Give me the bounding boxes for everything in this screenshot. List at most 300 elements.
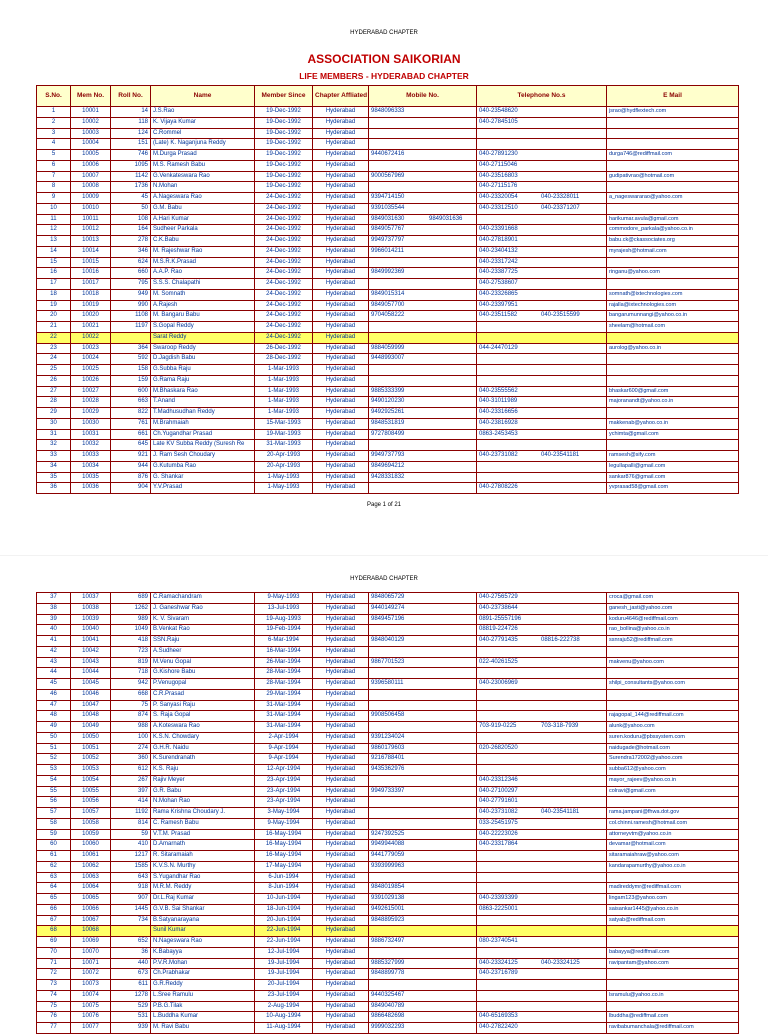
cell-mobile xyxy=(369,1012,477,1023)
cell-telephone-primary: 040-27845105 xyxy=(479,118,518,125)
cell-name: Sudheer Parkala xyxy=(151,225,255,236)
cell-mem-no: 10036 xyxy=(71,483,111,494)
cell-email-link[interactable]: ringanu@yahoo.com xyxy=(607,268,739,279)
table-row xyxy=(37,754,739,765)
cell-sno: 15 xyxy=(37,257,71,268)
cell-email-link[interactable]: colravi@gmail.com xyxy=(607,786,739,797)
cell-mobile-primary: 9440149274 xyxy=(371,604,405,611)
cell-name: A.Hari Kumar xyxy=(151,214,255,225)
cell-name: B.Satyanarayana xyxy=(151,915,255,926)
cell-telephone xyxy=(477,636,607,647)
cell-name: K.V.S.N. Murthy xyxy=(151,861,255,872)
cell-email-link[interactable]: naidugade@hotmail.com xyxy=(607,743,739,754)
table-row xyxy=(37,408,739,419)
cell-telephone xyxy=(477,646,607,657)
col-header-mem-no: Mem No. xyxy=(71,86,111,107)
cell-roll-no: 592 xyxy=(111,354,151,365)
cell-member-since: 19-Mar-1993 xyxy=(255,429,313,440)
cell-telephone xyxy=(477,193,607,204)
cell-chapter: Hyderabad xyxy=(313,128,369,139)
cell-mobile xyxy=(369,657,477,668)
cell-name: P. Sanyasi Raju xyxy=(151,700,255,711)
cell-mobile-primary: 9949737797 xyxy=(371,237,405,244)
cell-chapter: Hyderabad xyxy=(313,268,369,279)
col-header-mobile: Mobile No. xyxy=(369,86,477,107)
cell-mem-no: 10016 xyxy=(71,268,111,279)
cell-chapter: Hyderabad xyxy=(313,214,369,225)
cell-member-since: 19-Dec-1992 xyxy=(255,160,313,171)
cell-roll-no: 364 xyxy=(111,343,151,354)
cell-email-link[interactable]: ssnraju52@rediffmail.com xyxy=(607,636,739,647)
cell-mobile xyxy=(369,958,477,969)
cell-mem-no: 10025 xyxy=(71,365,111,376)
cell-telephone xyxy=(477,614,607,625)
table-row xyxy=(37,593,739,604)
cell-name: A.Rajesh xyxy=(151,300,255,311)
cell-mem-no: 10065 xyxy=(71,894,111,905)
cell-telephone xyxy=(477,107,607,118)
cell-member-since: 19-Dec-1992 xyxy=(255,171,313,182)
cell-email-link[interactable]: shilpi_consultants@yahoo.com xyxy=(607,679,739,690)
cell-roll-no: 939 xyxy=(111,1023,151,1034)
cell-member-since: 20-Apr-1993 xyxy=(255,461,313,472)
cell-email-link[interactable]: ravibabumanchala@rediffmail.com xyxy=(607,1023,739,1034)
cell-email xyxy=(607,408,739,419)
cell-sno: 9 xyxy=(37,193,71,204)
cell-chapter: Hyderabad xyxy=(313,322,369,333)
cell-email xyxy=(607,1001,739,1012)
cell-chapter: Hyderabad xyxy=(313,872,369,883)
cell-sno: 10 xyxy=(37,203,71,214)
cell-email-link[interactable]: ravipantam@yahoo.com xyxy=(607,958,739,969)
cell-sno: 68 xyxy=(37,926,71,937)
cell-mem-no: 10066 xyxy=(71,904,111,915)
cell-telephone xyxy=(477,625,607,636)
cell-sno: 60 xyxy=(37,840,71,851)
cell-roll-no: 876 xyxy=(111,472,151,483)
cell-roll-no: 611 xyxy=(111,980,151,991)
cell-email xyxy=(607,797,739,808)
cell-telephone xyxy=(477,872,607,883)
cell-telephone-secondary: 703-318-7939 xyxy=(541,723,579,730)
cell-email-link[interactable]: sitaramaiahraw@yahoo.com xyxy=(607,851,739,862)
cell-mem-no: 10014 xyxy=(71,246,111,257)
cell-name: K.Babayya xyxy=(151,947,255,958)
cell-sno: 8 xyxy=(37,182,71,193)
cell-telephone-primary: 040-27565729 xyxy=(479,594,518,601)
cell-telephone-primary: 040-22223026 xyxy=(479,830,518,837)
cell-sno: 1 xyxy=(37,107,71,118)
cell-mobile xyxy=(369,625,477,636)
cell-telephone xyxy=(477,150,607,161)
cell-email-link[interactable]: makkenab@yahoo.co.in xyxy=(607,418,739,429)
cell-email-link[interactable]: lsramulu@yahoo.co.in xyxy=(607,990,739,1001)
cell-roll-no: 397 xyxy=(111,786,151,797)
cell-mem-no: 10064 xyxy=(71,883,111,894)
cell-mem-no: 10061 xyxy=(71,851,111,862)
cell-member-since: 20-Apr-1993 xyxy=(255,451,313,462)
cell-email-link[interactable]: durga746@rediffmail.com xyxy=(607,150,739,161)
cell-mobile xyxy=(369,765,477,776)
cell-mem-no: 10035 xyxy=(71,472,111,483)
cell-roll-no: 689 xyxy=(111,593,151,604)
cell-roll-no: 624 xyxy=(111,257,151,268)
cell-mobile xyxy=(369,679,477,690)
cell-chapter: Hyderabad xyxy=(313,451,369,462)
cell-mobile-primary: 9848096333 xyxy=(371,108,405,115)
cell-email-link[interactable]: devamar@hotmail.com xyxy=(607,840,739,851)
cell-email-link[interactable]: saisankar1445@yahoo.co.in xyxy=(607,904,739,915)
cell-member-since: 16-May-1994 xyxy=(255,829,313,840)
cell-name: R. Sitaramaiah xyxy=(151,851,255,862)
cell-roll-no: 529 xyxy=(111,1001,151,1012)
cell-chapter: Hyderabad xyxy=(313,937,369,948)
cell-telephone xyxy=(477,937,607,948)
table-row xyxy=(37,472,739,483)
cell-email-link[interactable]: rajagopal_144@rediffmail.com xyxy=(607,711,739,722)
cell-chapter: Hyderabad xyxy=(313,969,369,980)
cell-email-link[interactable]: Surendra172002@yahoo.com xyxy=(607,754,739,765)
cell-email-link[interactable]: rajalla@ixtechnologies.com xyxy=(607,300,739,311)
cell-mobile-primary: 9885333399 xyxy=(371,387,405,394)
cell-email-link[interactable]: bangarumunnangi@yahoo.co.in xyxy=(607,311,739,322)
cell-telephone-primary: 040-23738644 xyxy=(479,604,518,611)
cell-mobile xyxy=(369,354,477,365)
table-row xyxy=(37,894,739,905)
cell-email-link[interactable]: gudipativrao@hotmail.com xyxy=(607,171,739,182)
cell-mobile xyxy=(369,937,477,948)
cell-member-since: 24-Dec-1992 xyxy=(255,311,313,322)
col-header-email: E Mail xyxy=(607,86,739,107)
cell-email-link[interactable]: mayor_rajeev@yahoo.co.in xyxy=(607,775,739,786)
cell-mem-no: 10032 xyxy=(71,440,111,451)
cell-chapter: Hyderabad xyxy=(313,483,369,494)
cell-telephone xyxy=(477,1012,607,1023)
cell-sno: 62 xyxy=(37,861,71,872)
cell-chapter: Hyderabad xyxy=(313,625,369,636)
cell-chapter: Hyderabad xyxy=(313,440,369,451)
cell-mem-no: 10023 xyxy=(71,343,111,354)
cell-telephone-primary: 040-27808226 xyxy=(479,484,518,491)
cell-mem-no: 10068 xyxy=(71,926,111,937)
cell-telephone-primary: 040-23326865 xyxy=(479,290,518,297)
cell-member-since: 24-Dec-1992 xyxy=(255,236,313,247)
cell-chapter: Hyderabad xyxy=(313,990,369,1001)
cell-mobile xyxy=(369,840,477,851)
cell-telephone xyxy=(477,365,607,376)
cell-roll-no: 734 xyxy=(111,915,151,926)
cell-email-link[interactable]: croca@gmail.com xyxy=(607,593,739,604)
cell-email-link[interactable]: harikumar.avula@gmail.com xyxy=(607,214,739,225)
cell-mem-no: 10052 xyxy=(71,754,111,765)
cell-email xyxy=(607,440,739,451)
cell-email-link[interactable]: alunk@yahoo.com xyxy=(607,722,739,733)
cell-mem-no: 10019 xyxy=(71,300,111,311)
cell-member-since: 23-Apr-1994 xyxy=(255,797,313,808)
table-row xyxy=(37,225,739,236)
cell-telephone xyxy=(477,679,607,690)
cell-chapter: Hyderabad xyxy=(313,257,369,268)
cell-member-since: 24-Dec-1992 xyxy=(255,257,313,268)
cell-email-link[interactable]: myrajesh@hotmail.com xyxy=(607,246,739,257)
cell-mobile-primary: 9848531819 xyxy=(371,419,405,426)
cell-mem-no: 10004 xyxy=(71,139,111,150)
cell-member-since: 19-Dec-1992 xyxy=(255,182,313,193)
cell-chapter: Hyderabad xyxy=(313,904,369,915)
cell-mobile xyxy=(369,775,477,786)
cell-email-link[interactable]: babayya@rediffmail.com xyxy=(607,947,739,958)
cell-sno: 74 xyxy=(37,990,71,1001)
cell-email-link[interactable]: satyab@rediffmail.com xyxy=(607,915,739,926)
cell-member-since: 22-Jun-1994 xyxy=(255,926,313,937)
cell-mem-no: 10063 xyxy=(71,872,111,883)
cell-mobile xyxy=(369,408,477,419)
cell-telephone-primary: 080-23740541 xyxy=(479,938,518,945)
cell-telephone-primary: 040-27822420 xyxy=(479,1024,518,1031)
cell-name: K. Vijaya Kumar xyxy=(151,117,255,128)
cell-mem-no: 10072 xyxy=(71,969,111,980)
cell-telephone-primary: 033-25451975 xyxy=(479,819,518,826)
cell-mobile-primary: 9908506458 xyxy=(371,712,405,719)
table-row xyxy=(37,990,739,1001)
cell-mobile xyxy=(369,797,477,808)
cell-telephone-primary: 040-23387725 xyxy=(479,269,518,276)
cell-mobile-primary: 9000567969 xyxy=(371,172,405,179)
table-row xyxy=(37,1001,739,1012)
cell-telephone xyxy=(477,861,607,872)
cell-mem-no: 10029 xyxy=(71,408,111,419)
cell-name: S.S.S. Chalapathi xyxy=(151,279,255,290)
cell-mobile-primary: 9999032293 xyxy=(371,1024,405,1031)
cell-email-link[interactable]: ramsesh@sify.com xyxy=(607,451,739,462)
cell-email-link[interactable]: col.chinni.ramesh@hotmail.com xyxy=(607,818,739,829)
cell-name: C. Ramesh Babu xyxy=(151,818,255,829)
cell-telephone-primary: 040-23316656 xyxy=(479,409,518,416)
cell-email-link[interactable]: lingam123@yahoo.com xyxy=(607,894,739,905)
cell-telephone xyxy=(477,397,607,408)
cell-mem-no: 10074 xyxy=(71,990,111,1001)
cell-mobile xyxy=(369,332,477,343)
cell-roll-no: 652 xyxy=(111,937,151,948)
cell-telephone-primary: 020-26820520 xyxy=(479,744,518,751)
table-row xyxy=(37,343,739,354)
cell-sno: 40 xyxy=(37,625,71,636)
cell-email-link[interactable]: babu.ck@ckassociates.org xyxy=(607,236,739,247)
cell-email-link[interactable]: madireddymr@rediffmail.com xyxy=(607,883,739,894)
table-row xyxy=(37,775,739,786)
cell-chapter: Hyderabad xyxy=(313,408,369,419)
cell-chapter: Hyderabad xyxy=(313,775,369,786)
cell-sno: 25 xyxy=(37,365,71,376)
cell-mem-no: 10048 xyxy=(71,711,111,722)
cell-sno: 36 xyxy=(37,483,71,494)
table-row xyxy=(37,743,739,754)
cell-name: A.Koteswara Rao xyxy=(151,722,255,733)
cell-mem-no: 10034 xyxy=(71,461,111,472)
cell-member-since: 12-Apr-1994 xyxy=(255,765,313,776)
table-row xyxy=(37,418,739,429)
cell-name: V.T.M. Prasad xyxy=(151,829,255,840)
cell-sno: 17 xyxy=(37,279,71,290)
cell-email xyxy=(607,872,739,883)
cell-roll-no: 942 xyxy=(111,679,151,690)
page-footer: Page 1 of 21 xyxy=(366,502,402,508)
cell-roll-no: 100 xyxy=(111,732,151,743)
cell-mobile-primary: 9867701523 xyxy=(371,658,405,665)
cell-telephone xyxy=(477,386,607,397)
cell-email-link[interactable]: a_nageswararao@yahoo.com xyxy=(607,193,739,204)
cell-name: S. Raja Gopal xyxy=(151,711,255,722)
cell-name: D.Amarnath xyxy=(151,840,255,851)
cell-member-since: 24-Dec-1992 xyxy=(255,214,313,225)
cell-telephone-primary: 0863-2225001 xyxy=(479,905,518,912)
cell-email-link[interactable]: jsrao@hydflextech.com xyxy=(607,107,739,118)
cell-sno: 18 xyxy=(37,289,71,300)
cell-mobile-primary: 9848895923 xyxy=(371,916,405,923)
cell-email-link[interactable]: sheelam@hotmail.com xyxy=(607,322,739,333)
cell-mobile xyxy=(369,322,477,333)
cell-telephone-secondary: 040-23328011 xyxy=(541,194,580,201)
cell-telephone xyxy=(477,668,607,679)
table-row xyxy=(37,139,739,150)
cell-mobile xyxy=(369,343,477,354)
cell-telephone xyxy=(477,171,607,182)
cell-telephone xyxy=(477,743,607,754)
cell-member-since: 6-Jun-1994 xyxy=(255,872,313,883)
cell-email-link[interactable]: yvprasad58@gmail.com xyxy=(607,483,739,494)
cell-telephone-primary: 040-23393399 xyxy=(479,895,518,902)
cell-telephone-primary: 040-23006969 xyxy=(479,680,518,687)
cell-mobile-primary: 9849694212 xyxy=(371,462,405,469)
cell-name: K.Surendranath xyxy=(151,754,255,765)
cell-email-link[interactable]: rao_bollina@yahoo.co.in xyxy=(607,625,739,636)
cell-mem-no: 10038 xyxy=(71,603,111,614)
cell-mobile-primary: 9428331832 xyxy=(371,473,405,480)
cell-roll-no: 124 xyxy=(111,128,151,139)
cell-chapter: Hyderabad xyxy=(313,193,369,204)
cell-telephone-primary: 040-23816928 xyxy=(479,419,518,426)
table-row xyxy=(37,797,739,808)
cell-email-link[interactable]: makvenu@yahoo.com xyxy=(607,657,739,668)
cell-telephone xyxy=(477,440,607,451)
cell-member-since: 23-Jul-1994 xyxy=(255,990,313,1001)
table-row xyxy=(37,386,739,397)
cell-chapter: Hyderabad xyxy=(313,743,369,754)
cell-mobile xyxy=(369,236,477,247)
cell-telephone xyxy=(477,472,607,483)
cell-email-link[interactable]: attorneyvtm@yahoo.co.in xyxy=(607,829,739,840)
cell-mobile-primary: 9394714150 xyxy=(371,194,405,201)
cell-email-link[interactable]: ychimta@gmail.com xyxy=(607,429,739,440)
cell-chapter: Hyderabad xyxy=(313,160,369,171)
cell-member-since: 24-Dec-1992 xyxy=(255,225,313,236)
cell-member-since: 24-Dec-1992 xyxy=(255,203,313,214)
table-row xyxy=(37,818,739,829)
cell-sno: 54 xyxy=(37,775,71,786)
cell-email xyxy=(607,365,739,376)
cell-telephone xyxy=(477,160,607,171)
table-row xyxy=(37,483,739,494)
cell-chapter: Hyderabad xyxy=(313,861,369,872)
cell-sno: 22 xyxy=(37,332,71,343)
cell-roll-no: 673 xyxy=(111,969,151,980)
cell-mobile xyxy=(369,980,477,991)
cell-email-link[interactable]: commodore_parkala@yahoo.co.in xyxy=(607,225,739,236)
cell-mobile-secondary: 9849031636 xyxy=(429,215,463,222)
cell-email-link[interactable]: bhaskar600@gmail.com xyxy=(607,386,739,397)
table-row xyxy=(37,969,739,980)
cell-member-since: 19-Dec-1992 xyxy=(255,107,313,118)
table-row xyxy=(37,679,739,690)
cell-chapter: Hyderabad xyxy=(313,203,369,214)
cell-chapter: Hyderabad xyxy=(313,765,369,776)
cell-sno: 72 xyxy=(37,969,71,980)
cell-roll-no: 822 xyxy=(111,408,151,419)
cell-email xyxy=(607,203,739,214)
cell-name: N.Nageswara Rao xyxy=(151,937,255,948)
cell-telephone-primary: 703-919-0225 xyxy=(479,723,517,730)
cell-telephone xyxy=(477,904,607,915)
cell-email-link[interactable]: suren.koduru@pbssystem.com xyxy=(607,732,739,743)
cell-sno: 64 xyxy=(37,883,71,894)
cell-chapter: Hyderabad xyxy=(313,894,369,905)
cell-mem-no: 10053 xyxy=(71,765,111,776)
cell-telephone xyxy=(477,711,607,722)
cell-roll-no: 921 xyxy=(111,451,151,462)
cell-telephone xyxy=(477,732,607,743)
cell-email-link[interactable]: majoranandt@yahoo.co.in xyxy=(607,397,739,408)
cell-sno: 56 xyxy=(37,797,71,808)
cell-mobile xyxy=(369,139,477,150)
cell-mobile-primary: 9492925261 xyxy=(371,409,405,416)
cell-email-link[interactable]: kandarapamurthy@yahoo.co.in xyxy=(607,861,739,872)
cell-sno: 76 xyxy=(37,1012,71,1023)
cell-chapter: Hyderabad xyxy=(313,883,369,894)
cell-roll-no: 660 xyxy=(111,268,151,279)
document-subtitle: LIFE MEMBERS - HYDERABAD CHAPTER xyxy=(299,71,469,81)
cell-mem-no: 10012 xyxy=(71,225,111,236)
cell-email-link[interactable]: ganesh_jasti@yahoo.com xyxy=(607,603,739,614)
cell-mobile xyxy=(369,246,477,257)
cell-telephone xyxy=(477,980,607,991)
table-row xyxy=(37,958,739,969)
cell-email-link[interactable]: rama.jampani@fhwa.dot.gov xyxy=(607,808,739,819)
cell-telephone-primary: 040-23716789 xyxy=(479,970,518,977)
table-row xyxy=(37,926,739,937)
cell-chapter: Hyderabad xyxy=(313,915,369,926)
cell-telephone xyxy=(477,1001,607,1012)
cell-roll-no: 50 xyxy=(111,203,151,214)
cell-email-link[interactable]: lbuddha@rediffmail.com xyxy=(607,1012,739,1023)
cell-email-link[interactable]: legullapalli@gmail.com xyxy=(607,461,739,472)
cell-sno: 21 xyxy=(37,322,71,333)
cell-telephone xyxy=(477,840,607,851)
cell-sno: 11 xyxy=(37,214,71,225)
cell-mem-no: 10028 xyxy=(71,397,111,408)
cell-chapter: Hyderabad xyxy=(313,829,369,840)
cell-mobile xyxy=(369,117,477,128)
cell-email-link[interactable]: koduru4646@rediffmail.com xyxy=(607,614,739,625)
cell-telephone xyxy=(477,754,607,765)
cell-telephone xyxy=(477,851,607,862)
cell-email-link[interactable]: somnath@ixtechnologies.com xyxy=(607,289,739,300)
cell-mem-no: 10060 xyxy=(71,840,111,851)
cell-email-link[interactable]: sankar876@gmail.com xyxy=(607,472,739,483)
cell-roll-no: 944 xyxy=(111,461,151,472)
cell-email-link[interactable]: aurolog@yahoo.co.in xyxy=(607,343,739,354)
table-row xyxy=(37,354,739,365)
cell-email-link[interactable]: subba612@yahoo.com xyxy=(607,765,739,776)
